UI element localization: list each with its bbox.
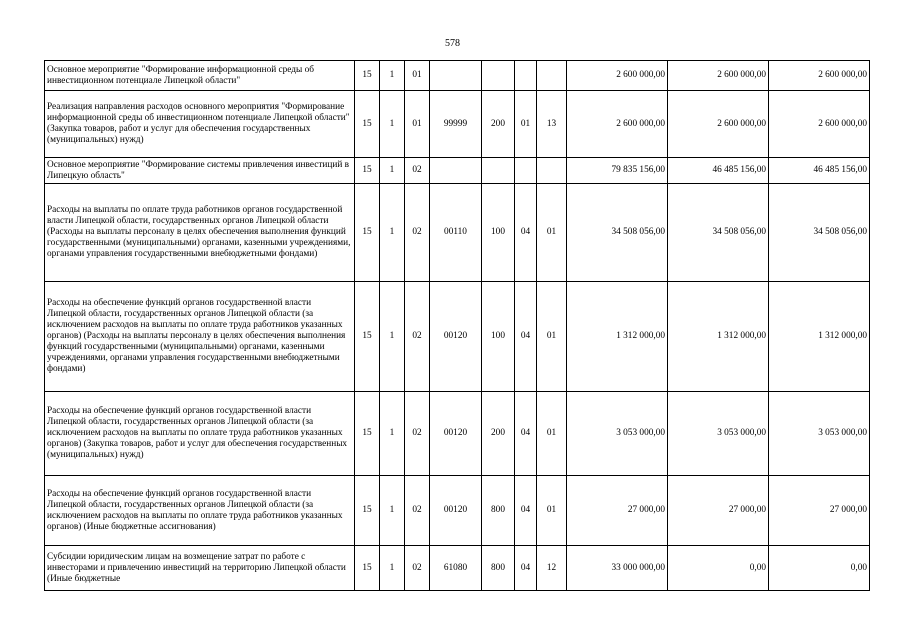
subprogram-code: 1 <box>380 184 405 282</box>
subprogram-code: 1 <box>380 282 405 392</box>
direction-code: 61080 <box>430 546 482 591</box>
program-code: 15 <box>355 158 380 184</box>
expense-type-code: 800 <box>482 476 515 546</box>
direction-code: 99999 <box>430 91 482 158</box>
amount-year-2: 27 000,00 <box>668 476 769 546</box>
section-code: 04 <box>515 282 537 392</box>
program-code: 15 <box>355 91 380 158</box>
subsection-code: 12 <box>537 546 567 591</box>
expense-type-code: 200 <box>482 91 515 158</box>
amount-year-1: 3 053 000,00 <box>567 392 668 476</box>
table-row <box>45 476 870 546</box>
amount-year-1: 2 600 000,00 <box>567 91 668 158</box>
direction-code <box>430 158 482 184</box>
event-code: 01 <box>405 61 430 91</box>
direction-code <box>430 61 482 91</box>
amount-year-3: 3 053 000,00 <box>769 392 870 476</box>
table-row <box>45 546 870 591</box>
amount-year-3: 2 600 000,00 <box>769 91 870 158</box>
event-code: 02 <box>405 546 430 591</box>
section-code <box>515 158 537 184</box>
section-code <box>515 61 537 91</box>
subsection-code: 01 <box>537 184 567 282</box>
budget-table <box>44 60 870 591</box>
subprogram-code: 1 <box>380 392 405 476</box>
amount-year-1: 79 835 156,00 <box>567 158 668 184</box>
row-description: Субсидии юридическим лицам на возмещение затрат по работе с инвесторами и привлечению инвестиций на территорию Липецкой области (Иные бюджетные <box>45 546 355 591</box>
amount-year-2: 1 312 000,00 <box>668 282 769 392</box>
amount-year-1: 2 600 000,00 <box>567 61 668 91</box>
program-code: 15 <box>355 61 380 91</box>
row-description: Расходы на выплаты по оплате труда работников органов государственной власти Липецкой области, государственных органов Липецкой области (Расходы на выплаты персоналу в целях обеспечения выполнения функций государственными (муниципальными) органами, казенными учреждениями, органами управления государственными внебюджетными фондами) <box>45 184 355 282</box>
section-code: 04 <box>515 476 537 546</box>
program-code: 15 <box>355 546 380 591</box>
subprogram-code: 1 <box>380 158 405 184</box>
program-code: 15 <box>355 392 380 476</box>
amount-year-2: 3 053 000,00 <box>668 392 769 476</box>
amount-year-3: 46 485 156,00 <box>769 158 870 184</box>
section-code: 04 <box>515 546 537 591</box>
expense-type-code <box>482 61 515 91</box>
amount-year-3: 27 000,00 <box>769 476 870 546</box>
amount-year-1: 34 508 056,00 <box>567 184 668 282</box>
program-code: 15 <box>355 476 380 546</box>
program-code: 15 <box>355 184 380 282</box>
amount-year-2: 2 600 000,00 <box>668 61 769 91</box>
amount-year-2: 0,00 <box>668 546 769 591</box>
expense-type-code <box>482 158 515 184</box>
table-row <box>45 61 870 91</box>
section-code: 04 <box>515 184 537 282</box>
direction-code: 00120 <box>430 476 482 546</box>
subsection-code: 01 <box>537 282 567 392</box>
event-code: 02 <box>405 476 430 546</box>
event-code: 01 <box>405 91 430 158</box>
amount-year-3: 1 312 000,00 <box>769 282 870 392</box>
event-code: 02 <box>405 184 430 282</box>
amount-year-2: 2 600 000,00 <box>668 91 769 158</box>
subsection-code <box>537 61 567 91</box>
section-code: 04 <box>515 392 537 476</box>
program-code: 15 <box>355 282 380 392</box>
amount-year-2: 46 485 156,00 <box>668 158 769 184</box>
subsection-code: 01 <box>537 392 567 476</box>
table-row <box>45 282 870 392</box>
event-code: 02 <box>405 158 430 184</box>
event-code: 02 <box>405 392 430 476</box>
row-description: Основное мероприятие "Формирование информационной среды об инвестиционном потенциале Липецкой области" <box>45 61 355 91</box>
direction-code: 00110 <box>430 184 482 282</box>
row-description: Расходы на обеспечение функций органов государственной власти Липецкой области, государственных органов Липецкой области (за исключением расходов на выплаты по оплате труда работников указанных органов) (Иные бюджетные ассигнования) <box>45 476 355 546</box>
table-row <box>45 392 870 476</box>
event-code: 02 <box>405 282 430 392</box>
expense-type-code: 200 <box>482 392 515 476</box>
subsection-code: 13 <box>537 91 567 158</box>
row-description: Реализация направления расходов основного мероприятия "Формирование информационной среды об инвестиционном потенциале Липецкой области" (Закупка товаров, работ и услуг для обеспечения государственных (муниципальных) нужд) <box>45 91 355 158</box>
page-number: 578 <box>445 38 460 49</box>
amount-year-1: 27 000,00 <box>567 476 668 546</box>
amount-year-1: 33 000 000,00 <box>567 546 668 591</box>
amount-year-1: 1 312 000,00 <box>567 282 668 392</box>
table-row <box>45 91 870 158</box>
section-code: 01 <box>515 91 537 158</box>
row-description: Расходы на обеспечение функций органов государственной власти Липецкой области, государственных органов Липецкой области (за исключением расходов на выплаты по оплате труда работников указанных органов) (Расходы на выплаты персоналу в целях обеспечения выполнения функций государственными (муниципальными) органами, казенными учреждениями, органами управления государственными внебюджетными фондами) <box>45 282 355 392</box>
subprogram-code: 1 <box>380 61 405 91</box>
subprogram-code: 1 <box>380 546 405 591</box>
amount-year-2: 34 508 056,00 <box>668 184 769 282</box>
amount-year-3: 2 600 000,00 <box>769 61 870 91</box>
table-row <box>45 158 870 184</box>
direction-code: 00120 <box>430 392 482 476</box>
row-description: Расходы на обеспечение функций органов государственной власти Липецкой области, государственных органов Липецкой области (за исключением расходов на выплаты по оплате труда работников указанных органов) (Закупка товаров, работ и услуг для обеспечения государственных (муниципальных) нужд) <box>45 392 355 476</box>
subsection-code <box>537 158 567 184</box>
table-row <box>45 184 870 282</box>
expense-type-code: 100 <box>482 282 515 392</box>
expense-type-code: 800 <box>482 546 515 591</box>
row-description: Основное мероприятие "Формирование системы привлечения инвестиций в Липецкую область" <box>45 158 355 184</box>
expense-type-code: 100 <box>482 184 515 282</box>
subprogram-code: 1 <box>380 476 405 546</box>
direction-code: 00120 <box>430 282 482 392</box>
amount-year-3: 0,00 <box>769 546 870 591</box>
amount-year-3: 34 508 056,00 <box>769 184 870 282</box>
subsection-code: 01 <box>537 476 567 546</box>
subprogram-code: 1 <box>380 91 405 158</box>
